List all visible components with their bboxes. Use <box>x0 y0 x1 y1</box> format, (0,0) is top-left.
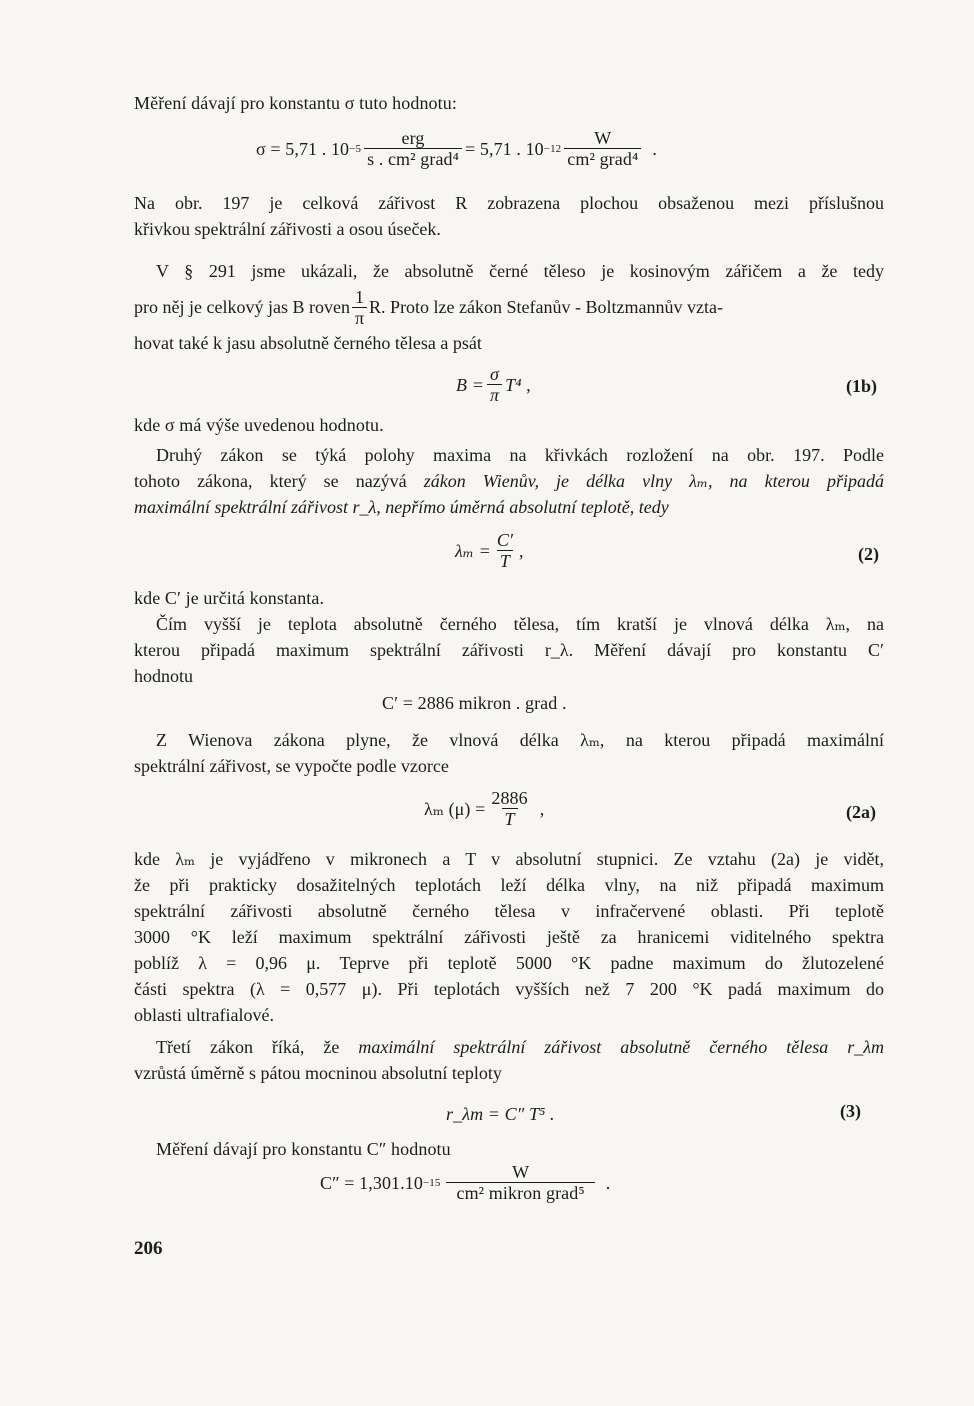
p8-line-1: kde λₘ je vyjádřeno v mikronech a T v absolutní stupnici. Ze vztahu (2a) je vidět, <box>134 849 884 869</box>
p8-line-5: poblíž λ = 0,96 μ. Teprve při teplotě 5000 °K padne maximum do žlutozelené <box>134 953 884 973</box>
p2-line-2: pro něj je celkový jas B roven $\frac{1}{\pi}$ R. Proto lze zákon Stefanův - Boltzmannův vzta- <box>134 286 723 328</box>
p2-line-1: V § 291 jsme ukázali, že absolutně černé těleso je kosinovým zářičem a že tedy <box>156 261 884 281</box>
paragraph-2 <box>134 257 884 357</box>
paragraph-4 <box>134 442 884 520</box>
p7-line-2: spektrální zářivost, se vypočte podle vzorce <box>134 756 449 776</box>
eq-label-1b: (1b) <box>846 376 877 396</box>
eq-sigma-mid: = 5,71 . 10 <box>465 138 544 159</box>
p8-line-2: že při prakticky dosažitelných teplotách leží délka vlny, na niž připadá maximum <box>134 875 884 895</box>
p4-line-2: tohoto zákona, který se nazývá zákon Wienův, je délka vlny λₘ, na kterou připadá <box>134 471 885 491</box>
eq-label-2a: (2a) <box>846 802 876 822</box>
eqC2-frac: $\frac{W}{\text{cm² mikron grad⁵}}$ <box>446 1162 594 1203</box>
page-number: 206 <box>134 1238 163 1259</box>
paragraph-8 <box>134 846 884 1028</box>
eq-sigma-frac1: $\frac{\text{erg}}{\text{s . cm² grad⁴}}$ <box>364 128 462 169</box>
eq-sigma-frac2: $\frac{W}{\text{cm² grad⁴}}$ <box>564 128 641 169</box>
p7-line-1: Z Wienova zákona plyne, že vlnová délka λₘ, na kterou připadá maximální <box>156 730 884 750</box>
paragraph-3: kde σ má výše uvedenou hodnotu. <box>134 415 384 435</box>
p9-line-1: Třetí zákon říká, že maximální spektrální zářivost absolutně černého tělesa r_λm <box>156 1037 884 1057</box>
eq1b-frac: $\frac{\sigma}{\pi}$ <box>487 364 502 405</box>
equation-C2: C″ = 1,301.10 −15 $\frac{W}{\text{cm² mikron grad⁵}}$ . <box>320 1162 611 1203</box>
paragraph-5: kde C′ je určitá konstanta. <box>134 588 325 608</box>
eq-sigma-end: . <box>652 138 657 159</box>
equation-3: r_λm = C″ T⁵ . <box>446 1104 555 1124</box>
eq-label-2: (2) <box>858 544 879 564</box>
p2-line-3: hovat také k jasu absolutně černého tělesa a psát <box>134 333 482 353</box>
p9-line-2: vzrůstá úměrně s pátou mocninou absolutní teploty <box>134 1063 502 1083</box>
paragraph-10: Měření dávají pro konstantu C″ hodnotu <box>156 1139 451 1159</box>
p6-line-2: kterou připadá maximum spektrální zářivosti r_λ. Měření dávají pro konstantu C′ <box>134 640 884 660</box>
equation-2: λₘ = $\frac{C'}{T}$ , <box>455 530 524 571</box>
equation-C: C′ = 2886 mikron . grad . <box>382 693 567 713</box>
equation-sigma: σ = 5,71 . 10 −5 $\frac{\text{erg}}{\text{s . cm² grad⁴}}$ = 5,71 . 10 −12 $\frac{W}{\text{cm² grad⁴}}$ . <box>256 128 657 169</box>
paragraph-6 <box>134 611 884 689</box>
equation-2a: λₘ (μ) = $\frac{2886}{T}$ , <box>424 788 545 829</box>
p1-line-2: křivkou spektrální zářivosti a osou úseček. <box>134 219 441 239</box>
paragraph-7 <box>134 727 884 779</box>
p8-line-6: části spektra (λ = 0,577 μ). Při teplotách vyšších než 7 200 °K padá maximum do <box>134 979 884 999</box>
p8-line-7: oblasti ultrafialové. <box>134 1005 274 1025</box>
paragraph-1 <box>134 190 884 242</box>
p6-line-1: Čím vyšší je teplota absolutně černého tělesa, tím kratší je vlnová délka λₘ, na <box>156 614 884 634</box>
eq-label-3: (3) <box>840 1101 861 1121</box>
p8-line-3: spektrální zářivosti absolutně černého tělesa v infračervené oblasti. Při teplotě <box>134 901 884 921</box>
p6-line-3: hodnotu <box>134 666 194 686</box>
p1-line-1: Na obr. 197 je celková zářivost R zobrazena plochou obsaženou mezi příslušnou <box>134 193 884 213</box>
p2-frac: $\frac{1}{\pi}$ <box>352 287 367 328</box>
p8-line-4: 3000 °K leží maximum spektrální zářivosti ještě za hranicemi viditelného spektra <box>134 927 884 947</box>
eq2-frac: $\frac{C'}{T}$ <box>496 530 514 571</box>
eq2a-frac: $\frac{2886}{T}$ <box>491 788 528 829</box>
p4-line-3: maximální spektrální zářivost r_λ, nepřímo úměrná absolutní teplotě, tedy <box>134 497 669 517</box>
eq-sigma-lhs: σ = 5,71 . 10 <box>256 138 350 159</box>
p4-line-1: Druhý zákon se týká polohy maxima na křivkách rozložení na obr. 197. Podle <box>156 445 884 465</box>
intro-line: Měření dávají pro konstantu σ tuto hodnotu: <box>134 93 457 113</box>
equation-1b: B = $\frac{\sigma}{\pi}$ T⁴ , <box>456 364 531 405</box>
paragraph-9 <box>134 1034 884 1086</box>
